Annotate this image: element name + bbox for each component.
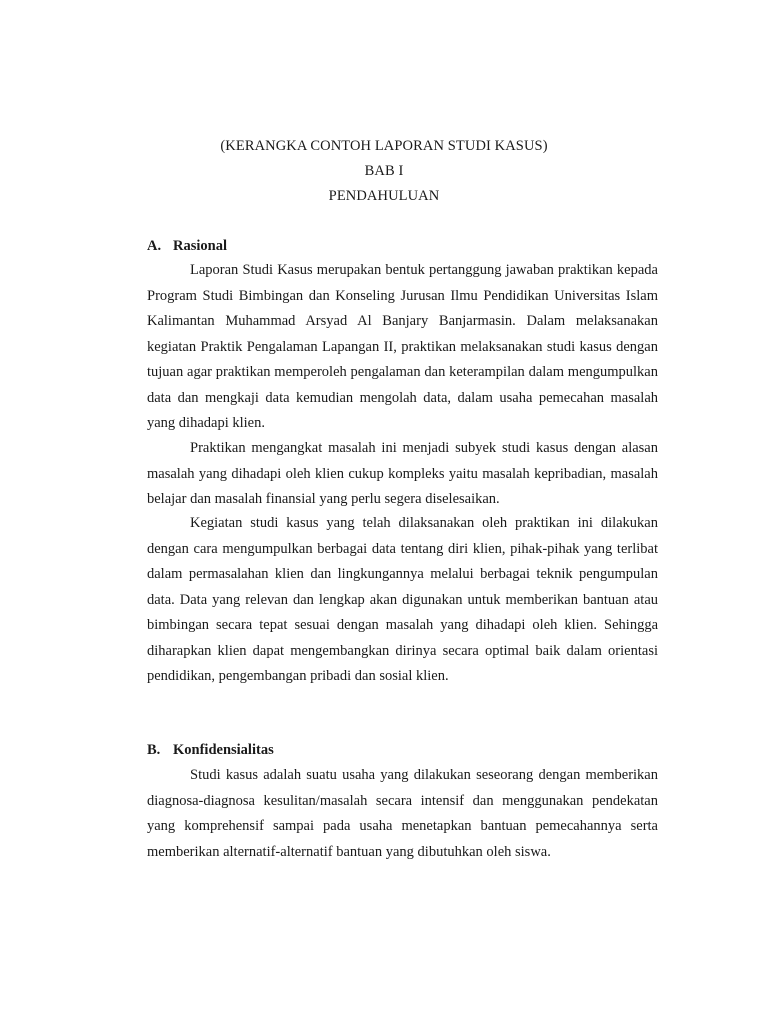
document-subtitle: (KERANGKA CONTOH LAPORAN STUDI KASUS) bbox=[220, 138, 548, 154]
paragraph: Laporan Studi Kasus merupakan bentuk pertanggung jawaban praktikan kepada Program Studi Bimbingan dan Konseling Jurusan Ilmu Pendidikan Universitas Islam Kalimantan Muhammad Arsyad Al Banjary Banjarmasin. Dalam melaksanakan kegiatan Praktik Pengalaman Lapangan II, praktikan melaksanakan studi kasus dengan tujuan agar praktikan memperoleh pengalaman dan keterampilan dalam mengumpulkan data dan mengkaji data kemudian mengolah data, dalam usaha pemecahan masalah yang dihadapi klien. bbox=[147, 262, 658, 431]
chapter-title: PENDAHULUAN bbox=[328, 188, 440, 204]
section-title: Konfidensialitas bbox=[173, 742, 274, 758]
chapter-number: BAB I bbox=[364, 163, 404, 179]
paragraph: Studi kasus adalah suatu usaha yang dilakukan seseorang dengan memberikan diagnosa-diagnosa kesulitan/masalah secara intensif dan menggunakan pendekatan yang komprehensif sampai pada usaha menetapkan bantuan pemecahannya serta memberikan alternatif-alternatif bantuan yang dibutuhkan oleh siswa. bbox=[147, 767, 658, 860]
section-number: A. bbox=[147, 238, 162, 254]
section-heading-konfidensialitas bbox=[147, 741, 274, 759]
paragraph: Kegiatan studi kasus yang telah dilaksanakan oleh praktikan ini dilakukan dengan cara mengumpulkan berbagai data tentang diri klien, pihak-pihak yang terlibat dalam permasalahan klien dan lingkungannya melalui berbagai teknik pengumpulan data. Data yang relevan dan lengkap akan digunakan untuk memberikan bantuan atau bimbingan secara tepat sesuai dengan masalah yang dihadapi oleh klien. Sehingga diharapkan klien dapat mengembangkan dirinya secara optimal baik dalam orientasi pendidikan, pengembangan pribadi dan sosial klien. bbox=[147, 515, 658, 684]
section-title: Rasional bbox=[173, 238, 227, 254]
section-heading-rasional bbox=[147, 237, 227, 255]
section-number: B. bbox=[147, 742, 161, 758]
paragraph: Praktikan mengangkat masalah ini menjadi subyek studi kasus dengan alasan masalah yang dihadapi oleh klien cukup kompleks yaitu masalah kepribadian, masalah belajar dan masalah finansial yang perlu segera diselesaikan. bbox=[147, 440, 658, 507]
